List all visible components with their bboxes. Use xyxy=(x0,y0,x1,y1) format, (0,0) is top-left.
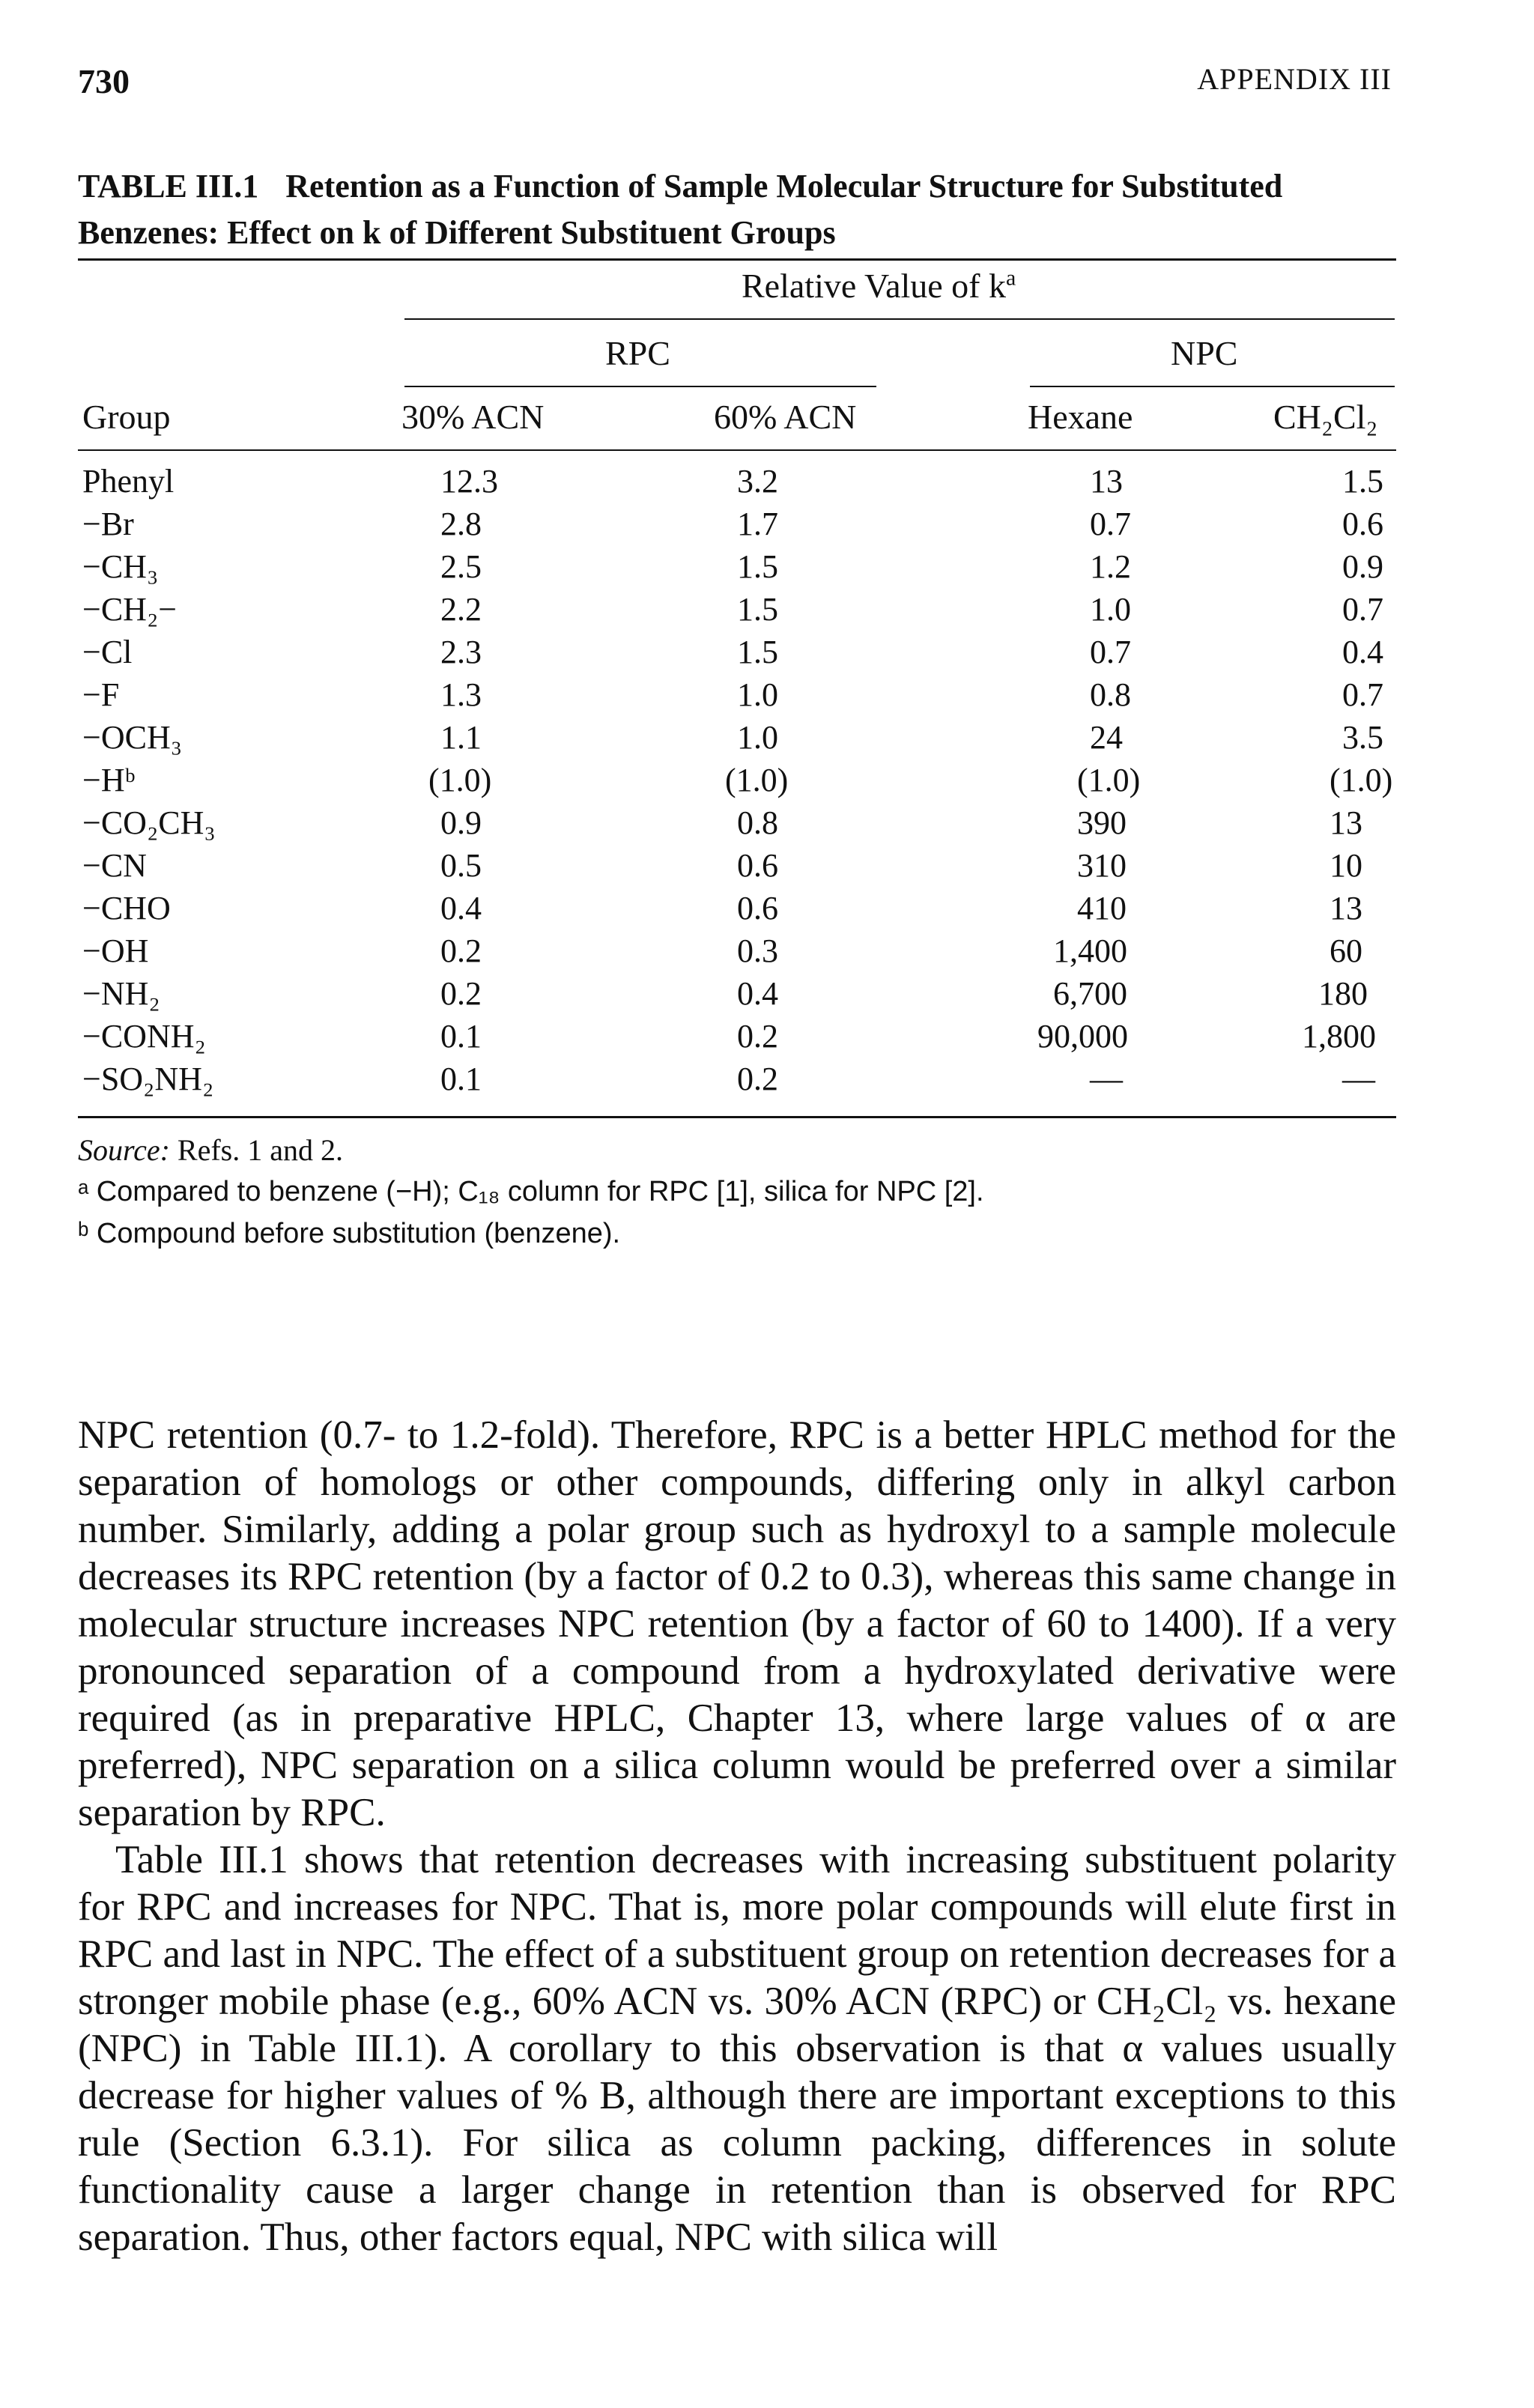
rpc-heading: RPC xyxy=(605,334,670,372)
cell-acn30: 2.2 xyxy=(440,591,482,628)
rpc-rule xyxy=(404,386,876,387)
cell-ch2cl2: 0.7 xyxy=(1342,591,1383,628)
cell-acn60: 0.4 xyxy=(737,975,778,1012)
cell-acn60: 1.5 xyxy=(737,591,778,628)
cell-acn30: 0.2 xyxy=(440,932,482,969)
cell-ch2cl2: 3.5 xyxy=(1342,719,1383,756)
col-acn60: 60% ACN xyxy=(714,398,857,436)
cell-hexane: 1,400 xyxy=(1053,932,1127,969)
cell-group: −NH₂ xyxy=(82,975,160,1012)
cell-acn60: 0.8 xyxy=(737,804,778,841)
cell-hexane: (1.0) xyxy=(1077,762,1141,798)
cell-ch2cl2: 60 xyxy=(1330,932,1362,969)
cell-hexane: 24 xyxy=(1090,719,1123,756)
cell-hexane: 6,700 xyxy=(1053,975,1127,1012)
cell-acn30: 2.3 xyxy=(440,634,482,670)
table-bottom-rule xyxy=(78,1116,1396,1118)
cell-acn60: 1.5 xyxy=(737,634,778,670)
cell-hexane: 0.8 xyxy=(1090,676,1131,713)
cell-acn60: 1.7 xyxy=(737,506,778,542)
cell-acn30: 0.2 xyxy=(440,975,482,1012)
cell-acn30: 0.5 xyxy=(440,847,482,884)
cell-ch2cl2: 13 xyxy=(1330,890,1362,926)
cell-hexane: 410 xyxy=(1077,890,1127,926)
cell-ch2cl2: 0.9 xyxy=(1342,548,1383,585)
cell-acn30: 0.1 xyxy=(440,1018,482,1055)
spanner-text: Relative Value of k xyxy=(742,267,1006,305)
source-label: Source: xyxy=(78,1133,170,1167)
cell-acn60: 0.2 xyxy=(737,1018,778,1055)
cell-ch2cl2: 0.7 xyxy=(1342,676,1383,713)
cell-group: −Cl xyxy=(82,634,133,670)
cell-acn30: 1.3 xyxy=(440,676,482,713)
cell-hexane: 13 xyxy=(1090,463,1123,500)
body-paragraph-1: NPC retention (0.7- to 1.2-fold). Therefore, RPC is a better HPLC method for the separation of homologs or other compounds, differing only in alkyl carbon number. Similarly, adding a polar group such as hydroxyl to a sample molecule decreases its RPC retention (by a factor of 0.2 to 0.3), whereas this same change in molecular structure increases NPC retention (by a factor of 60 to 1400). If a very pronounced separation of a compound from a hydroxylated derivative were required (as in preparative HPLC, Chapter 13, where large values of α are preferred), NPC separation on a silica column would be preferred over a similar separation by RPC. xyxy=(78,1413,1396,1834)
cell-group: −SO₂NH₂ xyxy=(82,1061,214,1097)
cell-group: −CH₂− xyxy=(82,591,178,628)
cell-acn30: 0.1 xyxy=(440,1061,482,1097)
cell-ch2cl2: (1.0) xyxy=(1330,762,1393,798)
cell-acn60: 3.2 xyxy=(737,463,778,500)
cell-acn30: 0.9 xyxy=(440,804,482,841)
cell-acn60: 1.0 xyxy=(737,676,778,713)
cell-acn30: 2.8 xyxy=(440,506,482,542)
cell-ch2cl2: 180 xyxy=(1318,975,1368,1012)
cell-group: −CO₂CH₃ xyxy=(82,804,216,841)
cell-group: −CHO xyxy=(82,890,171,926)
cell-hexane: 1.0 xyxy=(1090,591,1131,628)
cell-hexane: 90,000 xyxy=(1037,1018,1128,1055)
body-paragraph-2: Table III.1 shows that retention decreases with increasing substituent polarity for RPC and increases for NPC. That is, more polar compounds will elute first in RPC and last in NPC. The effect of a substituent group on retention decreases for a stronger mobile phase (e.g., 60% ACN vs. 30% ACN (RPC) or CH₂Cl₂ vs. hexane (NPC) in Table III.1). A corollary to this observation is that α values usually decrease for higher values of % B, although there are important exceptions to this rule (Section 6.3.1). For silica as column packing, differences in solute functionality cause a larger change in retention than is observed for RPC separation. Thus, other factors equal, NPC with silica will xyxy=(78,1838,1396,2259)
cell-acn60: 0.6 xyxy=(737,847,778,884)
running-head: APPENDIX III xyxy=(1197,62,1392,96)
page-number: 730 xyxy=(78,62,130,100)
footnote-b: ᵇ Compound before substitution (benzene). xyxy=(78,1218,621,1249)
cell-hexane: 0.7 xyxy=(1090,506,1131,542)
cell-ch2cl2: 1.5 xyxy=(1342,463,1383,500)
header-bottom-rule xyxy=(78,449,1396,451)
cell-acn60: 1.0 xyxy=(737,719,778,756)
cell-group: −CN xyxy=(82,847,147,884)
cell-group: −OH xyxy=(82,932,149,969)
cell-acn60: 1.5 xyxy=(737,548,778,585)
cell-group: −F xyxy=(82,676,120,713)
col-acn30: 30% ACN xyxy=(401,398,545,436)
cell-hexane: 1.2 xyxy=(1090,548,1131,585)
spanner-footnote-mark: a xyxy=(1006,265,1016,291)
cell-ch2cl2: 13 xyxy=(1330,804,1362,841)
cell-ch2cl2: 0.4 xyxy=(1342,634,1383,670)
cell-ch2cl2: 10 xyxy=(1330,847,1362,884)
cell-ch2cl2: 1,800 xyxy=(1302,1018,1376,1055)
table-label: TABLE III.1 xyxy=(78,168,259,204)
table-title: Retention as a Function of Sample Molecular Structure for Substituted Benzenes: Effect on k of Different Substituent Groups xyxy=(78,168,1283,251)
npc-rule xyxy=(1030,386,1395,387)
cell-acn60: 0.2 xyxy=(737,1061,778,1097)
cell-ch2cl2: — xyxy=(1342,1061,1375,1097)
cell-acn30: 0.4 xyxy=(440,890,482,926)
cell-hexane: — xyxy=(1090,1061,1123,1097)
npc-heading: NPC xyxy=(1171,334,1238,372)
cell-acn30: (1.0) xyxy=(428,762,492,798)
cell-group: −Hᵇ xyxy=(82,762,136,798)
cell-group: −OCH₃ xyxy=(82,719,183,756)
spanner-heading xyxy=(742,266,1016,306)
source-text: Refs. 1 and 2. xyxy=(169,1133,343,1167)
cell-acn30: 12.3 xyxy=(440,463,498,500)
cell-acn60: 0.3 xyxy=(737,932,778,969)
cell-ch2cl2: 0.6 xyxy=(1342,506,1383,542)
col-group: Group xyxy=(82,398,171,436)
table-caption xyxy=(78,163,1396,256)
table-source xyxy=(78,1132,343,1168)
body-text xyxy=(78,1412,1396,2261)
col-ch2cl2: CH₂Cl₂ xyxy=(1273,398,1378,436)
spanner-rule xyxy=(404,318,1395,320)
cell-group: −CONH₂ xyxy=(82,1018,206,1055)
cell-hexane: 0.7 xyxy=(1090,634,1131,670)
cell-acn30: 2.5 xyxy=(440,548,482,585)
cell-group: −CH₃ xyxy=(82,548,159,585)
cell-acn60: 0.6 xyxy=(737,890,778,926)
cell-acn60: (1.0) xyxy=(725,762,789,798)
cell-group: −Br xyxy=(82,506,134,542)
col-hexane: Hexane xyxy=(1028,398,1133,436)
footnote-a: ᵃ Compared to benzene (−H); C₁₈ column for RPC [1], silica for NPC [2]. xyxy=(78,1176,984,1207)
cell-hexane: 310 xyxy=(1077,847,1127,884)
cell-acn30: 1.1 xyxy=(440,719,482,756)
cell-hexane: 390 xyxy=(1077,804,1127,841)
table-top-rule xyxy=(78,258,1396,261)
cell-group: Phenyl xyxy=(82,463,175,500)
